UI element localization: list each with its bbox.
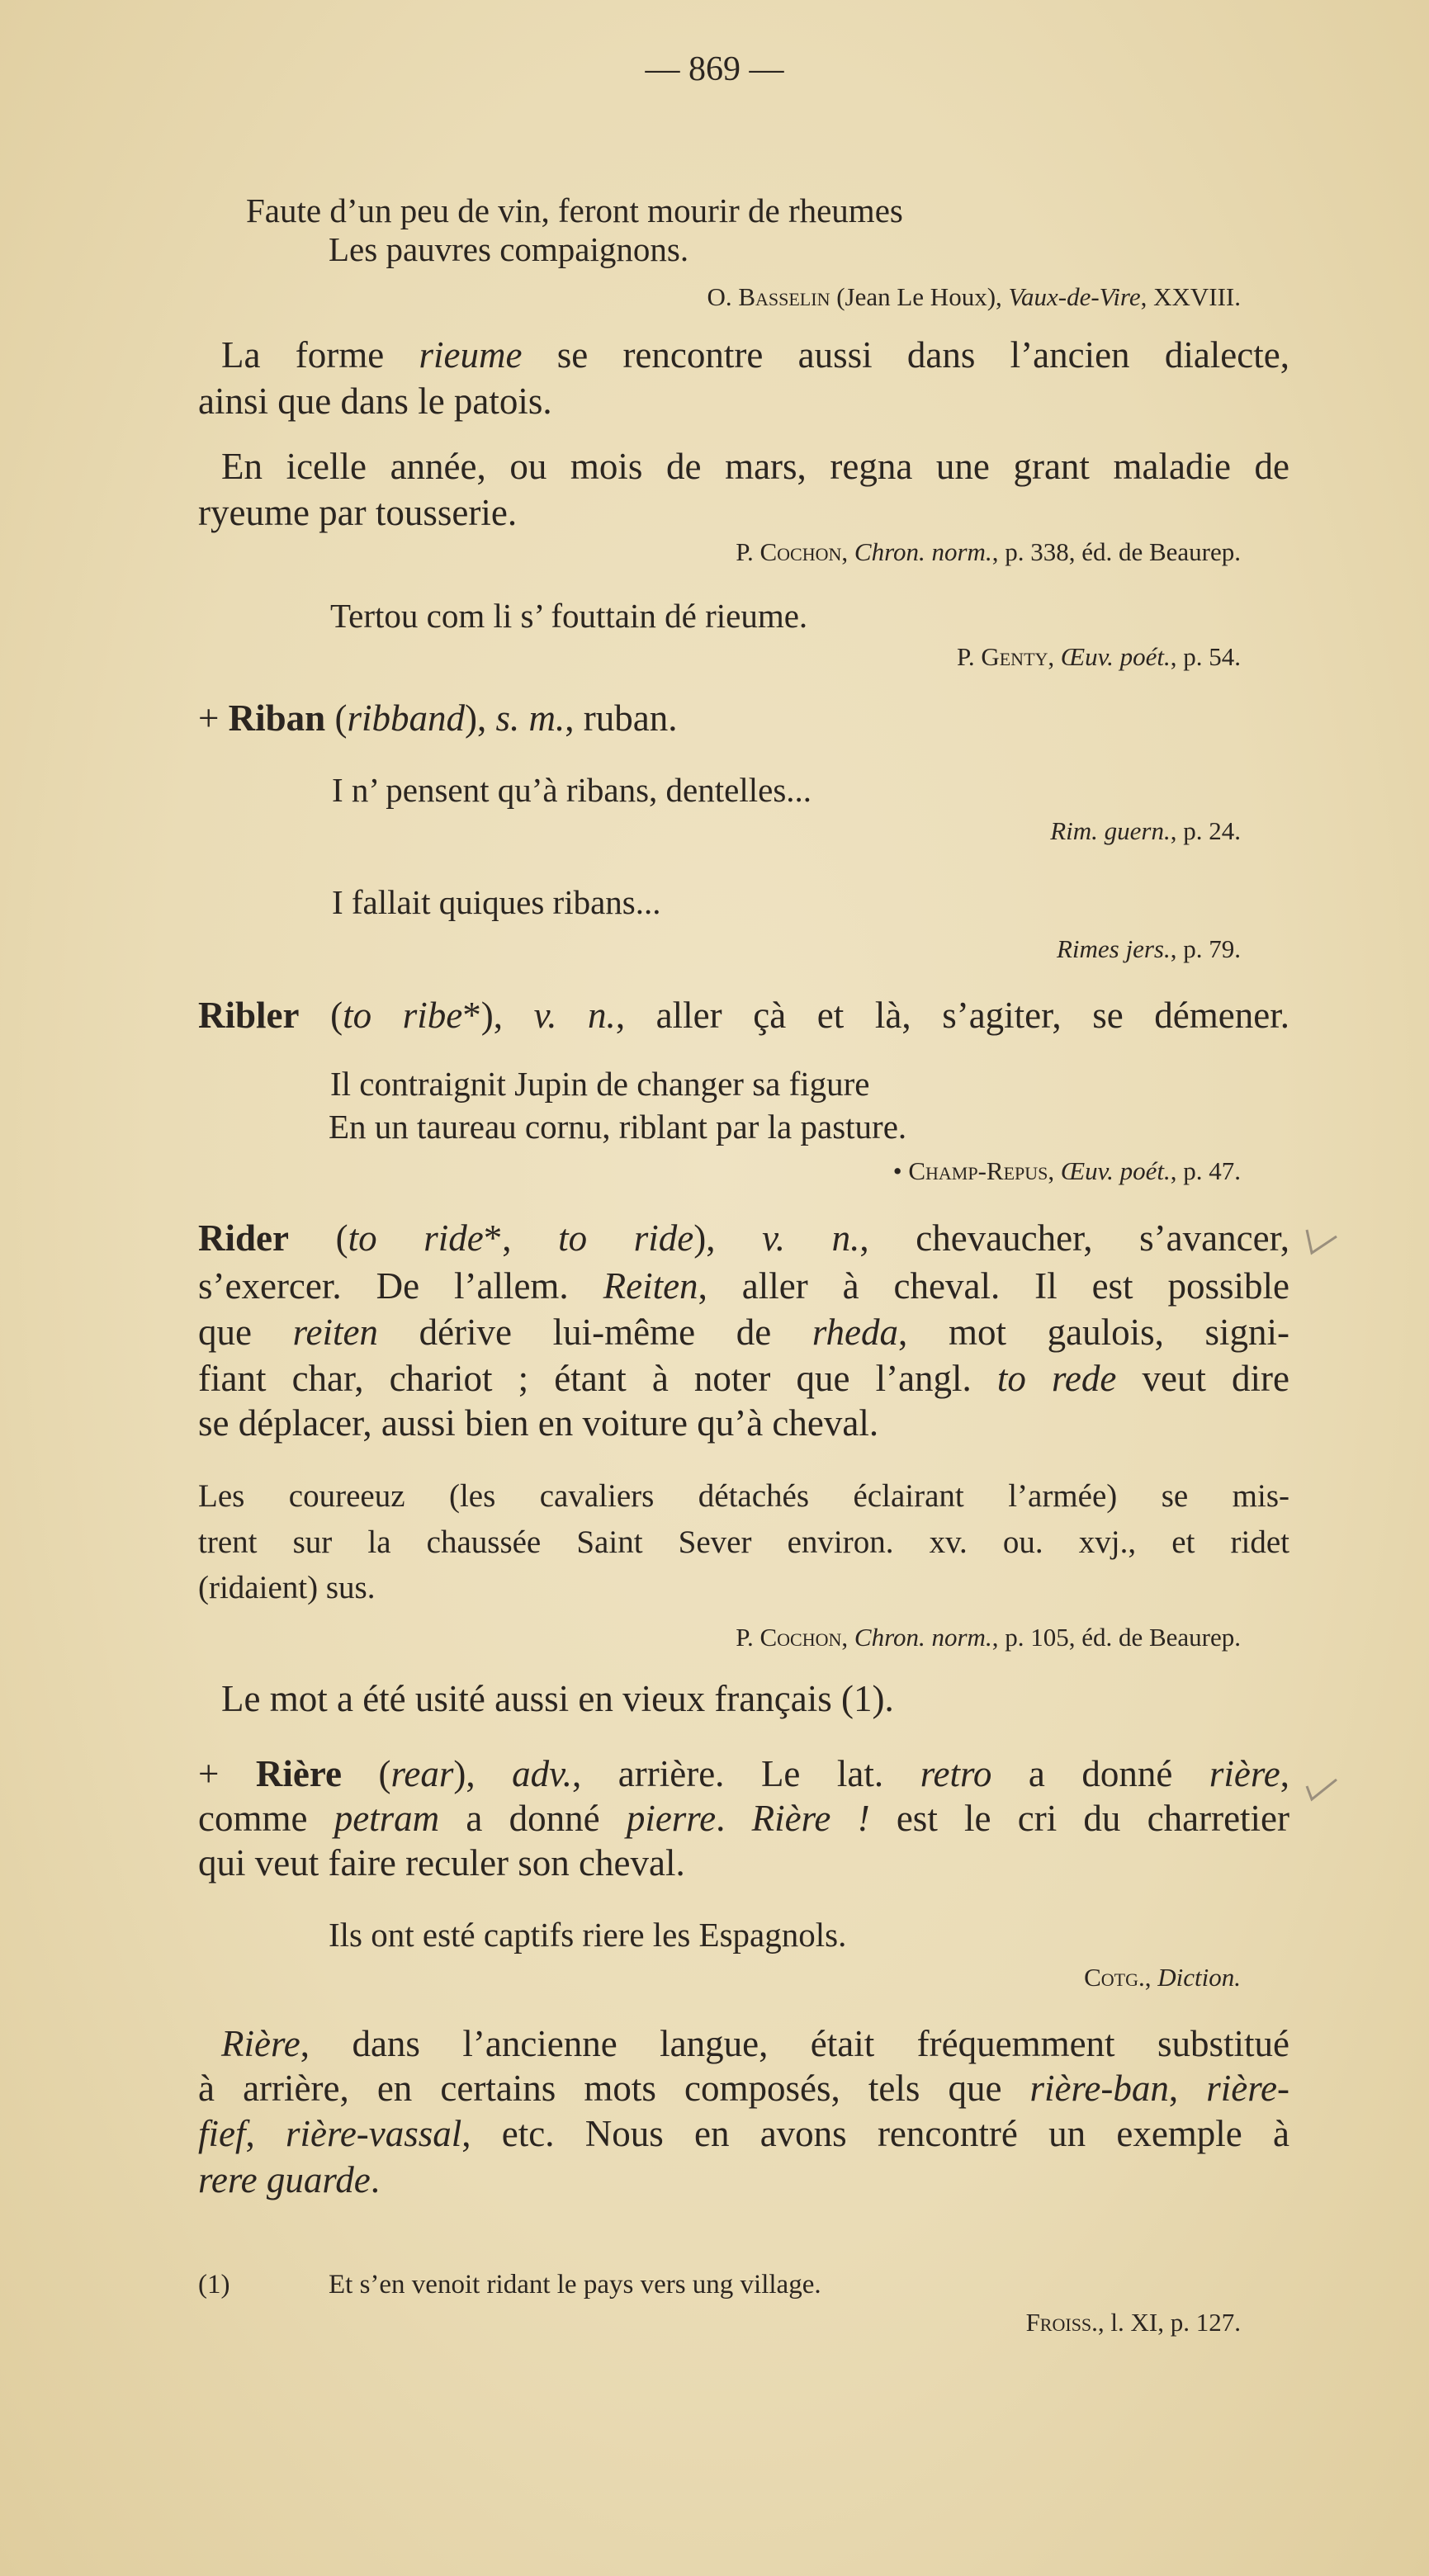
text-segment: Ils ont esté captifs riere les Espagnols. (329, 1916, 847, 1954)
text-segment: , p. 24. (1170, 816, 1241, 845)
text-segment: Le mot a été usité aussi en vieux français (1). (221, 1678, 894, 1719)
text-segment: à arrière, en certains mots composés, tels que (198, 2068, 1030, 2109)
citation-reference (893, 1155, 1241, 1188)
text-segment: , (1144, 1963, 1158, 1992)
italic-text: to ride (558, 1217, 694, 1259)
text-line (221, 332, 1289, 378)
italic-text: adv. (512, 1753, 573, 1794)
italic-text: rheda (812, 1312, 899, 1353)
text-line (221, 2021, 1289, 2067)
text-segment: ( (342, 1753, 391, 1794)
citation-reference (707, 281, 1241, 314)
text-segment: qui veut faire reculer son cheval. (198, 1842, 685, 1884)
italic-text: Reiten (603, 1265, 698, 1307)
text-line (198, 1751, 1289, 1797)
text-segment: Et s’en venoit ridant le pays vers ung village. (329, 2270, 821, 2299)
text-segment: . (716, 1798, 752, 1839)
author-name: Cotg. (1084, 1963, 1145, 1992)
text-segment: Les coureeuz (les cavaliers détachés éclairant l’armée) se mis- (198, 1478, 1289, 1514)
quoted-verse-line (332, 881, 661, 924)
italic-text: Rière (221, 2023, 300, 2064)
italic-text: to ribe (343, 995, 463, 1036)
author-name: Champ-Repus (908, 1156, 1048, 1185)
text-segment: Tertou com li s’ fouttain dé rieume. (330, 597, 808, 635)
text-segment: a donné (439, 1798, 627, 1839)
italic-text: Chron. norm. (854, 537, 992, 566)
text-line (198, 1355, 1289, 1401)
text-line (198, 1795, 1289, 1841)
text-segment: , etc. Nous en avons rencontré un exemple à (461, 2113, 1289, 2154)
text-segment: , aller à cheval. Il est possible (698, 1265, 1289, 1307)
text-segment: Les pauvres compaignons. (329, 230, 689, 268)
text-segment: , p. 54. (1170, 642, 1241, 671)
text-segment: a donné (991, 1753, 1209, 1794)
italic-text: Œuv. poét. (1060, 1156, 1171, 1185)
italic-text: rière- (1206, 2068, 1289, 2109)
citation-reference (1026, 2306, 1241, 2339)
text-line (198, 1523, 1289, 1562)
text-line (198, 992, 1289, 1038)
quoted-verse-line (329, 228, 688, 271)
text-line (198, 1263, 1289, 1309)
text-segment: ( (299, 995, 343, 1036)
text-segment: En icelle année, ou mois de mars, regna une grant maladie de (221, 446, 1289, 487)
italic-text: to ride (348, 1217, 484, 1259)
text-segment: , dans l’ancienne langue, était fréquemment substitué (300, 2023, 1289, 2064)
text-segment: est le cri du charretier (869, 1798, 1290, 1839)
italic-text: Diction. (1157, 1963, 1241, 1992)
text-segment: , aller çà et là, s’agiter, se démener. (615, 995, 1289, 1036)
text-line (221, 1676, 894, 1722)
italic-text: Œuv. poét. (1060, 642, 1171, 671)
text-segment: + (198, 1753, 256, 1794)
text-segment: (1) (198, 2270, 230, 2299)
quoted-verse-line (330, 594, 807, 637)
text-segment: , (1048, 642, 1061, 671)
italic-text: Chron. norm. (854, 1623, 992, 1652)
citation-reference (1050, 815, 1241, 848)
text-segment: , (841, 1623, 854, 1652)
text-segment: *), (462, 995, 534, 1036)
text-segment: veut dire (1116, 1358, 1290, 1399)
italic-text: v. n. (533, 995, 616, 1036)
text-segment: , mot gaulois, signi- (898, 1312, 1289, 1353)
text-segment: ), (693, 1217, 763, 1259)
quoted-verse-line (329, 1105, 906, 1148)
text-segment: (ridaient) sus. (198, 1570, 376, 1605)
text-segment: • (892, 1156, 909, 1185)
text-line (198, 1477, 1289, 1516)
text-line (198, 2110, 1289, 2157)
text-line (198, 695, 677, 741)
page-number: — 869 — (645, 50, 784, 88)
headword: Riban (228, 697, 326, 739)
quoted-verse-line (329, 1913, 846, 1956)
headword: Rière (255, 1753, 343, 1794)
text-segment: , (245, 2113, 286, 2154)
text-segment: , (841, 537, 854, 566)
text-line (198, 1568, 375, 1608)
italic-text: to rede (996, 1358, 1117, 1399)
text-segment: se rencontre aussi dans l’ancien dialecte, (522, 334, 1289, 376)
text-segment: , chevaucher, s’avancer, (859, 1217, 1289, 1259)
italic-text: rière (1209, 1753, 1280, 1794)
text-segment: , p. 338, éd. de Beaurep. (991, 537, 1241, 566)
citation-reference (736, 1621, 1241, 1654)
italic-text: ribband (347, 697, 465, 739)
text-segment: , XXVIII. (1140, 282, 1241, 311)
author-name: O. Basselin (707, 282, 830, 311)
text-segment: comme (198, 1798, 334, 1839)
italic-text: rière-vassal (285, 2113, 462, 2154)
headword: Ribler (198, 995, 300, 1036)
italic-text: reiten (292, 1312, 378, 1353)
quoted-verse-line (246, 189, 903, 232)
text-segment: I n’ pensent qu’à ribans, dentelles... (332, 771, 812, 809)
text-line (329, 2266, 821, 2303)
text-segment: Faute d’un peu de vin, feront mourir de rheumes (246, 191, 903, 229)
text-segment: *, (483, 1217, 559, 1259)
italic-text: Rim. guern. (1050, 816, 1171, 845)
text-segment: , (1280, 1753, 1289, 1794)
italic-text: rieume (419, 334, 523, 376)
pencil-check-mark-icon (1300, 1766, 1341, 1808)
text-segment: , (1048, 1156, 1061, 1185)
text-line (221, 443, 1289, 489)
citation-reference (736, 536, 1241, 569)
text-segment: En un taureau cornu, riblant par la pasture. (329, 1108, 907, 1146)
text-segment: + (198, 697, 229, 739)
text-line (198, 1400, 878, 1446)
author-name: P. Genty (957, 642, 1048, 671)
text-segment: ryeume par tousserie. (198, 492, 518, 533)
text-segment: ), (464, 697, 496, 739)
italic-text: rear (390, 1753, 454, 1794)
text-segment: trent sur la chaussée Saint Sever environ. xv. ou. xvj., et ridet (198, 1524, 1289, 1560)
italic-text: rere guarde (198, 2159, 371, 2200)
text-segment: I fallait quiques ribans... (332, 883, 661, 921)
citation-reference (957, 640, 1241, 674)
text-segment: , p. 47. (1170, 1156, 1241, 1185)
quoted-verse-line (330, 1062, 870, 1105)
headword: Rider (198, 1217, 289, 1259)
citation-reference (1057, 933, 1241, 966)
text-line (198, 2065, 1289, 2111)
text-segment: dérive lui-même de (377, 1312, 812, 1353)
italic-text: s. m. (495, 697, 565, 739)
text-line (198, 489, 517, 536)
text-segment: , ruban. (565, 697, 678, 739)
author-name: P. Cochon (736, 1623, 842, 1652)
text-line (198, 2157, 380, 2203)
author-name: P. Cochon (736, 537, 842, 566)
italic-text: rière-ban (1029, 2068, 1169, 2109)
text-line (198, 378, 552, 424)
text-segment: se déplacer, aussi bien en voiture qu’à cheval. (198, 1402, 879, 1444)
italic-text: v. n. (762, 1217, 860, 1259)
text-segment: La forme (221, 334, 419, 376)
text-segment: (Jean Le Houx), (830, 282, 1009, 311)
text-segment: , p. 79. (1170, 934, 1241, 963)
author-name: Froiss. (1025, 2308, 1098, 2337)
citation-reference (1084, 1961, 1241, 1994)
italic-text: petram (334, 1798, 440, 1839)
italic-text: Rimes jers. (1056, 934, 1171, 963)
text-segment: fiant char, chariot ; étant à noter que l’angl. (198, 1358, 997, 1399)
text-segment: , p. 105, éd. de Beaurep. (991, 1623, 1241, 1652)
text-line (198, 1215, 1289, 1261)
italic-text: Rière ! (751, 1798, 870, 1839)
text-line (198, 2266, 229, 2303)
text-segment: , l. XI, p. 127. (1097, 2308, 1241, 2337)
text-line (198, 1309, 1289, 1355)
text-segment: ), (453, 1753, 513, 1794)
italic-text: fief (198, 2113, 246, 2154)
italic-text: Vaux-de-Vire (1008, 282, 1141, 311)
text-segment: que (198, 1312, 293, 1353)
text-segment: ( (288, 1217, 348, 1259)
text-segment: Il contraignit Jupin de changer sa figure (330, 1065, 870, 1103)
italic-text: pierre (626, 1798, 717, 1839)
quoted-verse-line (332, 768, 812, 811)
italic-text: retro (920, 1753, 992, 1794)
text-segment: s’exercer. De l’allem. (198, 1265, 603, 1307)
text-segment: , (1168, 2068, 1207, 2109)
text-segment: ainsi que dans le patois. (198, 380, 552, 422)
text-segment: , arrière. Le lat. (572, 1753, 920, 1794)
text-segment: . (370, 2159, 380, 2200)
text-line (198, 1840, 685, 1886)
text-segment: ( (325, 697, 348, 739)
pencil-check-mark-icon (1300, 1222, 1341, 1263)
